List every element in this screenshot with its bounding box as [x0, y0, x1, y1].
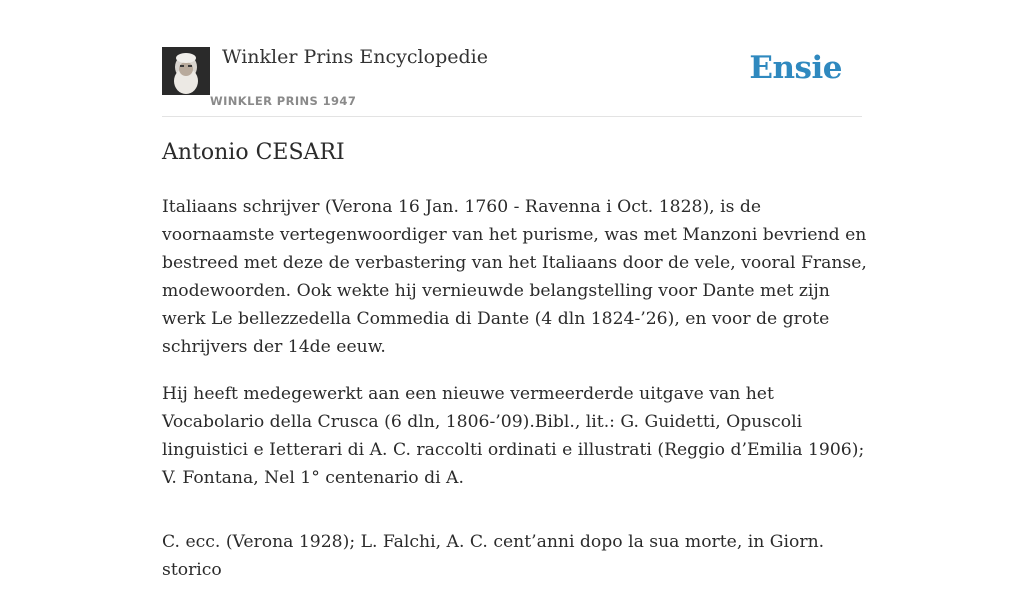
- source-title[interactable]: Winkler Prins Encyclopedie: [222, 46, 488, 68]
- ensie-logo-link[interactable]: Ensie: [749, 50, 842, 86]
- source-header: [162, 0, 862, 117]
- article-page: [162, 0, 867, 580]
- article-paragraph: C. ecc. (Verona 1928); L. Falchi, A. C. cent’anni dopo la sua morte, in Giorn. storico: [162, 532, 825, 580]
- article-body: [162, 193, 867, 603]
- article-title: Antonio CESARI: [162, 140, 345, 165]
- source-edition-label: WINKLER PRINS 1947: [210, 94, 357, 108]
- article-paragraph: Italiaans schrijver (Verona 16 Jan. 1760 - Ravenna i Oct. 1828), is de voornaamste vertegenwoordiger van het purisme, was met Manzoni bevriend en bestreed met deze de verbastering van het Italiaans door de vele, vooral Franse, modewoorden. Ook wekte hij vernieuwde belangstelling voor Dante met zijn werk Le bellezzedella Commedia di Dante (4 dln 1824-’26), en voor de grote schrijvers der 14de eeuw.: [162, 197, 867, 357]
- bearded-man-portrait-icon: [162, 47, 210, 95]
- article-paragraph: Hij heeft medegewerkt aan een nieuwe vermeerderde uitgave van het Vocabolario della Crusca (6 dln, 1806-’09).Bibl., lit.: G. Guidetti, Opuscoli linguistici e Ietterari di A. C. raccolti ordinati e illustrati (Reggio d’Emilia 1906); V. Fontana, Nel 1° centenario di A.: [162, 384, 865, 488]
- source-avatar[interactable]: [162, 47, 210, 95]
